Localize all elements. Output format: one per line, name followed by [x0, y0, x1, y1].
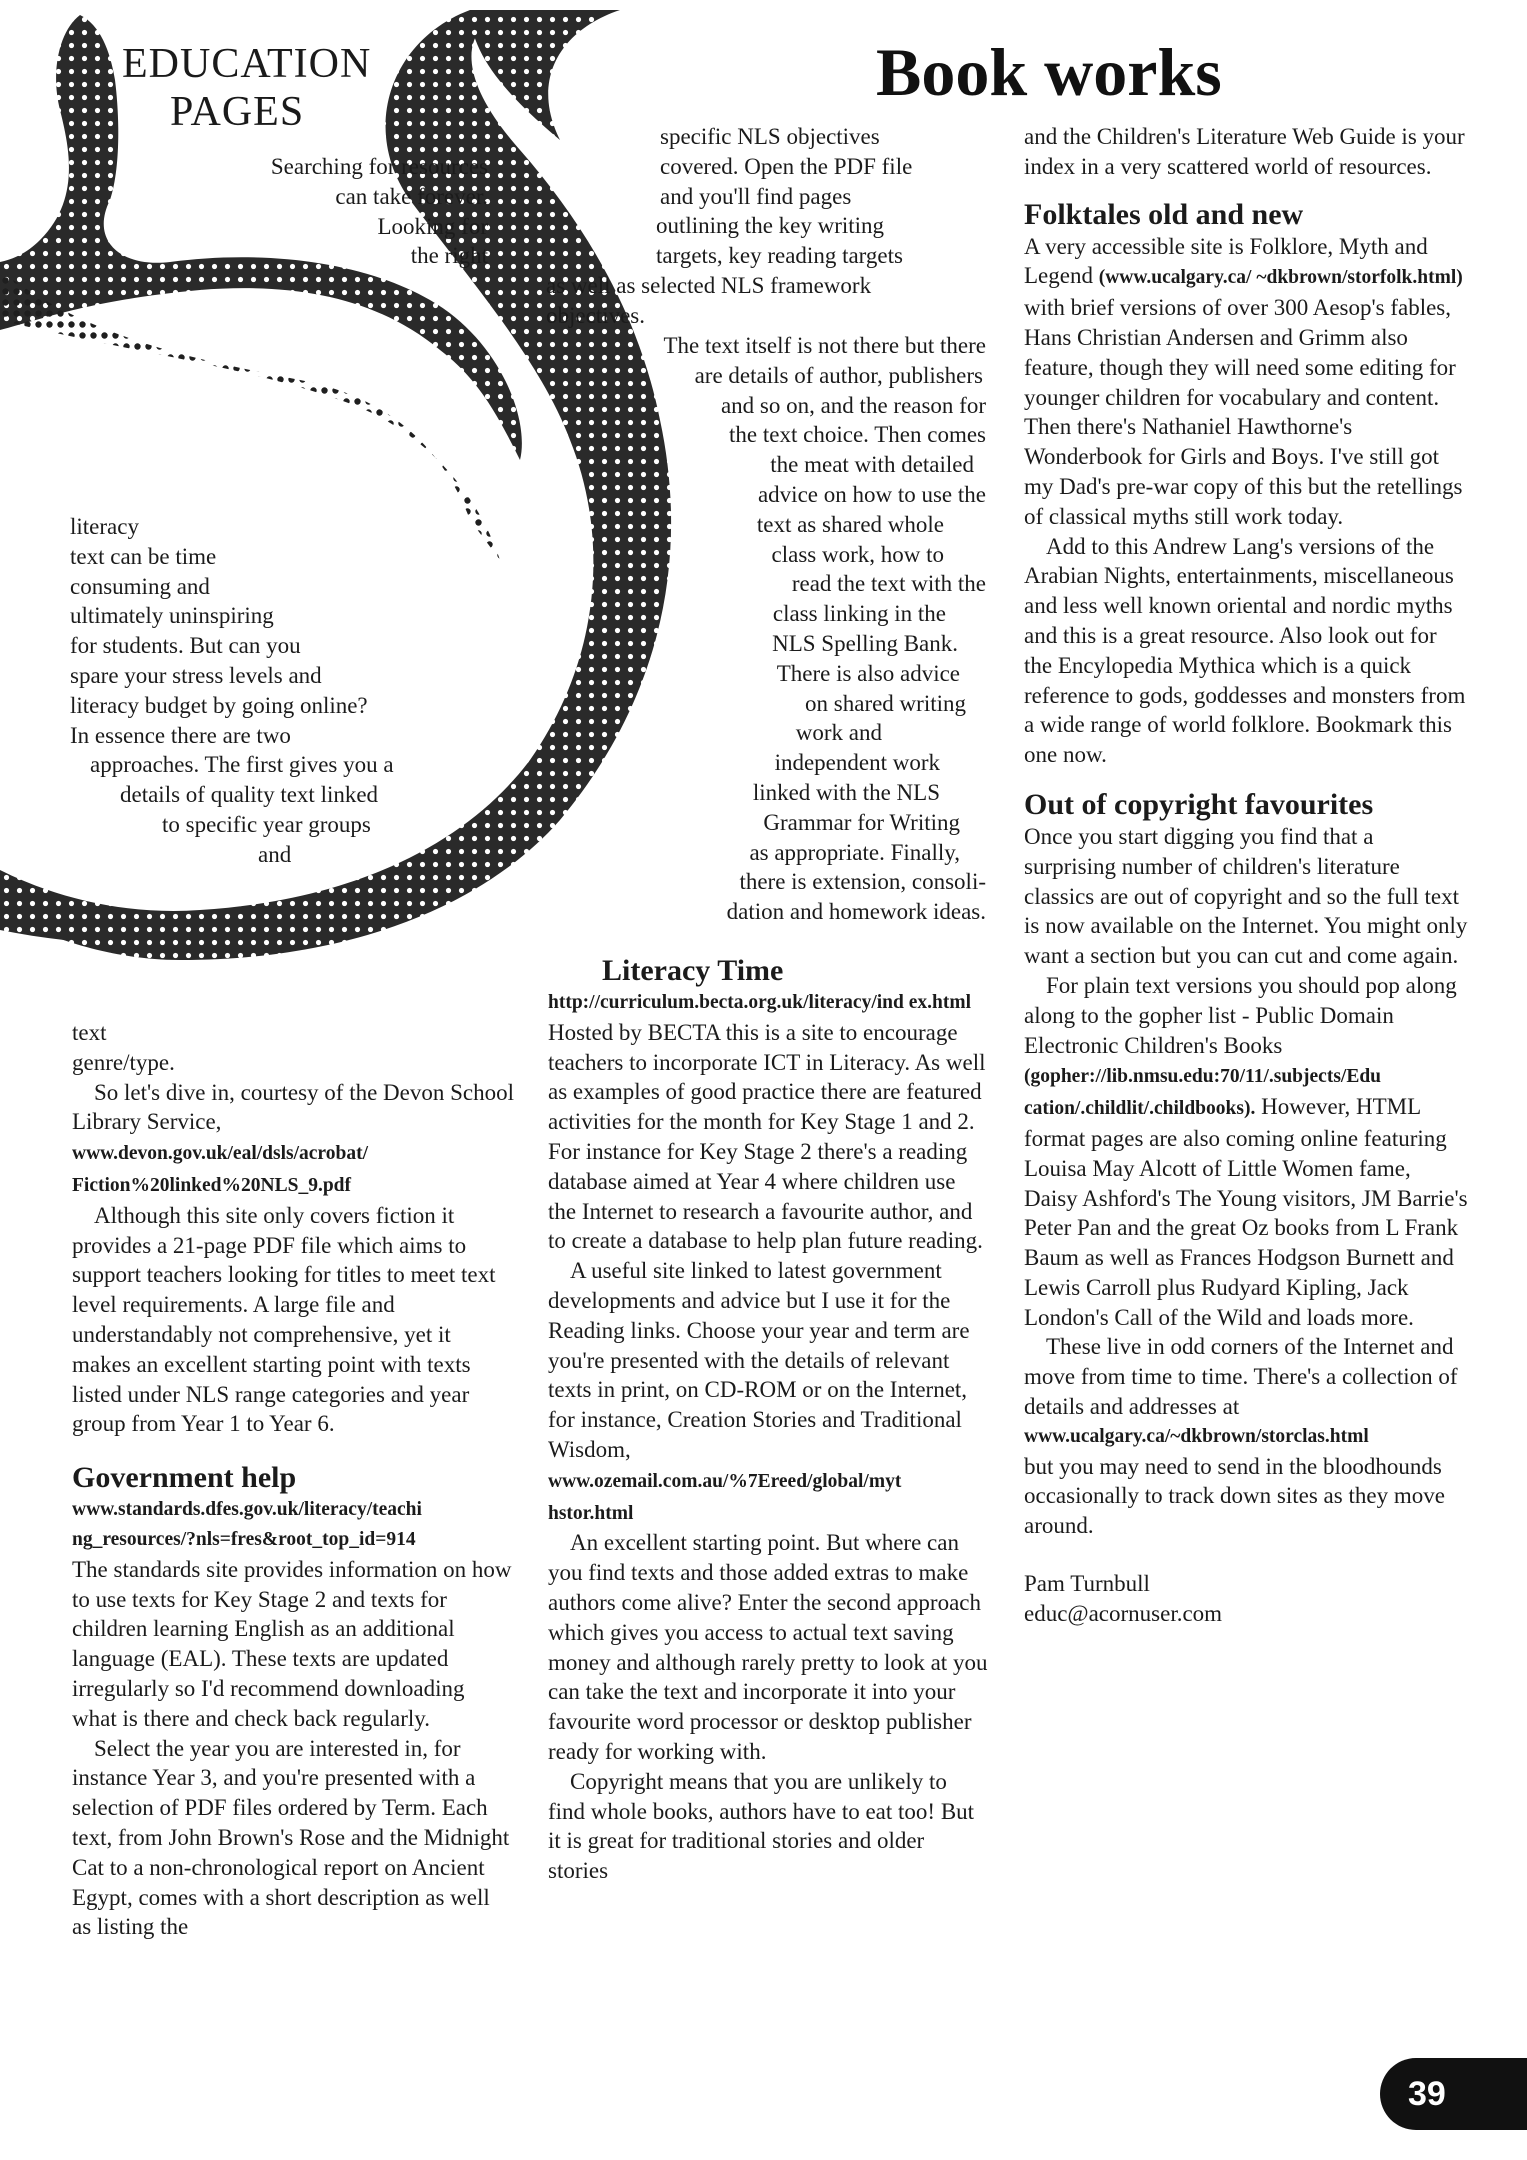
intro-line: the right [410, 243, 488, 269]
column-1 [72, 1018, 514, 1942]
heading-literacy-time: Literacy Time [602, 954, 784, 987]
link-gopher[interactable]: (gopher://lib.nmsu.edu:70/11/.subjects/Edu cation/.childlit/.childbooks). [1024, 1066, 1382, 1120]
paragraph: but you may need to send in the bloodhounds occasionally to track down sites as they move around. [1024, 1453, 1445, 1539]
paragraph-text: A useful site linked to latest government developments and advice but I use it for the Reading links. Choose your year and term are you're presented with the details of relevant texts in print, on CD-ROM or on the Internet, for instance, Creation Stories and Traditional Wisdom, [548, 1258, 970, 1462]
shaped-line: to specific year groups [162, 811, 371, 837]
mid-line: read the text with the [791, 571, 986, 597]
mid-line: advice on how to use the [757, 481, 986, 507]
col1-line: text [72, 1020, 107, 1045]
paragraph-text: For plain text versions you should pop along along to the gopher list - Public Domain Electronic Children's Books [1024, 972, 1457, 1058]
link-standards[interactable]: www.standards.dfes.gov.uk/literacy/teachi ng_resources/?nls=fres&root_top_id=914 [72, 1499, 422, 1550]
spacer [1024, 770, 1470, 788]
author-email[interactable]: educ@acornuser.com [1024, 1600, 1223, 1626]
mid-line: Grammar for Writing [763, 809, 960, 835]
paragraph [72, 1078, 514, 1201]
paragraph-text: However, HTML format pages are also coming online featuring Louisa May Alcott of Little Women fame, Daisy Ashford's The Young visitors, JM Barrie's Peter Pan and the great Oz books from L Frank Baum as well as Frances Hodgson Burnett and Lewis Carroll plus Rudyard Kipling, Jack London's Call of the Wild and loads more. [1024, 1094, 1468, 1330]
middle-shaped-text-b [546, 331, 986, 927]
mid-line: on shared writing [805, 690, 966, 716]
mid-line: The text itself is not there but there [663, 333, 986, 358]
mid-line: as well as selected NLS framework [546, 272, 872, 298]
shaped-line: literacy [70, 514, 139, 539]
mid-line: work and [795, 720, 882, 746]
link-ozemail[interactable]: www.ozemail.com.au/%7Ereed/global/myt hstor.html [548, 1470, 902, 1524]
heading-folktales: Folktales old and new [1024, 197, 1304, 231]
paragraph [1024, 232, 1470, 532]
paragraph-text: So let's dive in, courtesy of the Devon School Library Service, [72, 1079, 514, 1135]
paragraph: The standards site provides information on how to use texts for Key Stage 2 and texts for children learning English as an additional language (EAL). These texts are updated irregularly so I'd recommend downloading what is there and check back regularly. [72, 1556, 512, 1731]
mid-line: text as shared whole [756, 511, 944, 537]
intro-text [200, 152, 488, 271]
mid-line: independent work [774, 750, 940, 776]
paragraph: Once you start digging you find that a surprising number of children's literature classics are out of copyright and so the full text is now available on the Internet. You might only want a section but you can cut and come again. [1024, 823, 1468, 969]
mid-line: outlining the key writing [656, 213, 885, 239]
shaped-line: consuming and [70, 573, 210, 599]
intro-line: can take forever. [335, 183, 488, 209]
mid-line: NLS Spelling Bank. [772, 630, 958, 656]
column-3 [1024, 122, 1470, 1629]
spacer [1024, 1541, 1470, 1569]
mid-line: the meat with detailed [770, 452, 974, 478]
shaped-line: details of quality text linked [120, 782, 379, 808]
paragraph: Select the year you are interested in, for instance Year 3, and you're presented with a selection of PDF files ordered by Term. Each text, from John Brown's Rose and the Midnight Cat to a non-chronological report on Ancient Egypt, comes with a short description as well as listing the [72, 1735, 510, 1940]
column-2 [548, 954, 988, 1886]
shaped-line: spare your stress levels and [70, 662, 322, 688]
col1-line: genre/type. [72, 1049, 175, 1075]
mid-line: targets, key reading targets [656, 243, 903, 269]
spacer [72, 1439, 514, 1461]
left-shaped-text [70, 512, 510, 870]
middle-shaped-text [546, 122, 986, 331]
mid-line: and you'll find pages [660, 183, 852, 209]
heading-government-help: Government help [72, 1461, 297, 1495]
link-becta[interactable]: http://curriculum.becta.org.uk/literacy/ind ex.html [548, 992, 972, 1013]
paragraph: These live in odd corners of the Internet and move from time to time. There's a collection of details and addresses at [1024, 1334, 1458, 1420]
paragraph: and the Children's Literature Web Guide is your index in a very scattered world of resources. [1024, 124, 1465, 179]
paragraph [1024, 971, 1470, 1333]
shaped-line: and [258, 841, 292, 867]
link-devon[interactable]: www.devon.gov.uk/eal/dsls/acrobat/ Fiction%20linked%20NLS_9.pdf [72, 1143, 368, 1196]
paragraph [548, 1256, 988, 1528]
paragraph-text: with brief versions of over 300 Aesop's fables, Hans Christian Andersen and Grimm also feature, though they will need some editing for younger children for vocabulary and content. Then there's Nathaniel Hawthorne's Wonderbook for Girls and Boys. I've still got my Dad's pre-war copy of this but the retellings of classical myths still work today. [1024, 295, 1463, 529]
intro-line: Searching for resources [270, 154, 488, 179]
mid-line: linked with the NLS [752, 779, 940, 805]
mid-line: dation and homework ideas. [726, 899, 986, 925]
section-label-line2: PAGES [170, 89, 305, 135]
paragraph: Although this site only covers fiction it provides a 21-page PDF file which aims to support teachers looking for titles to meet text level requirements. A large file and understandably not comprehensive, yet it makes an excellent starting point with texts listed under NLS range categories and year group from Year 1 to Year 6. [72, 1202, 496, 1437]
author-name: Pam Turnbull [1024, 1571, 1150, 1597]
link-folklore[interactable]: (www.ucalgary.ca/ ~dkbrown/storfolk.html) [1098, 267, 1463, 289]
mid-line: and so on, and the reason for [720, 392, 986, 418]
mid-line: there is extension, consoli- [739, 869, 986, 895]
shaped-line: ultimately uninspiring [70, 603, 274, 629]
shaped-line: In essence there are two [70, 722, 291, 748]
paragraph: Add to this Andrew Lang's versions of the Arabian Nights, entertainments, miscellaneous and less well known oriental and nordic myths and this is a great resource. Also look out for the Encylopedia Mythica which is a quick reference to gods, goddesses and monsters from a wide range of world folklore. Bookmark this one now. [1024, 533, 1466, 768]
mid-line: specific NLS objectives [660, 124, 880, 149]
paragraph-text: A very accessible site is Folklore, Myth and Legend [1024, 233, 1428, 289]
shaped-line: literacy budget by going online? [70, 692, 368, 718]
mid-line: the text choice. Then comes [729, 422, 986, 448]
mid-line: There is also advice [776, 660, 960, 686]
paragraph: Hosted by BECTA this is a site to encourage teachers to incorporate ICT in Literacy. As well as examples of good practice there are featured activities for the month for Key Stage 1 and 2. For instance for Key Stage 2 there's a reading database aimed at Year 4 where children use the Internet to research a favourite author, and to create a database to help plan future reading. [548, 1019, 986, 1254]
page-title: Book works [876, 34, 1222, 110]
mid-line: class linking in the [772, 601, 946, 627]
mid-line: class work, how to [771, 541, 944, 567]
spacer [1024, 182, 1470, 198]
mid-line: as appropriate. Finally, [749, 839, 960, 865]
shaped-line: text can be time [70, 543, 217, 569]
section-label [122, 40, 371, 136]
paragraph: Copyright means that you are unlikely to find whole books, authors have to eat too! But it is great for traditional stories and older stories [548, 1768, 975, 1884]
link-storclas[interactable]: www.ucalgary.ca/~dkbrown/storclas.html [1024, 1425, 1369, 1447]
shaped-line: approaches. The first gives you a [90, 752, 394, 778]
intro-line: Looking for [377, 213, 488, 239]
paragraph: An excellent starting point. But where can you find texts and those added extras to make authors come alive? Enter the second approach which gives you access to actual text saving money and although rarely pretty to look at you can take the text and incorporate it into your favourite word processor or desktop publisher ready for working with. [548, 1530, 988, 1764]
shaped-line: for students. But can you [70, 633, 301, 659]
mid-line: covered. Open the PDF file [660, 153, 913, 179]
mid-line: are details of author, publishers [694, 362, 983, 388]
page-number: 39 [1380, 2058, 1527, 2130]
section-label-line1: EDUCATION [122, 41, 372, 87]
mid-line: objectives. [546, 302, 645, 328]
heading-out-of-copyright: Out of copyright favourites [1024, 787, 1374, 821]
